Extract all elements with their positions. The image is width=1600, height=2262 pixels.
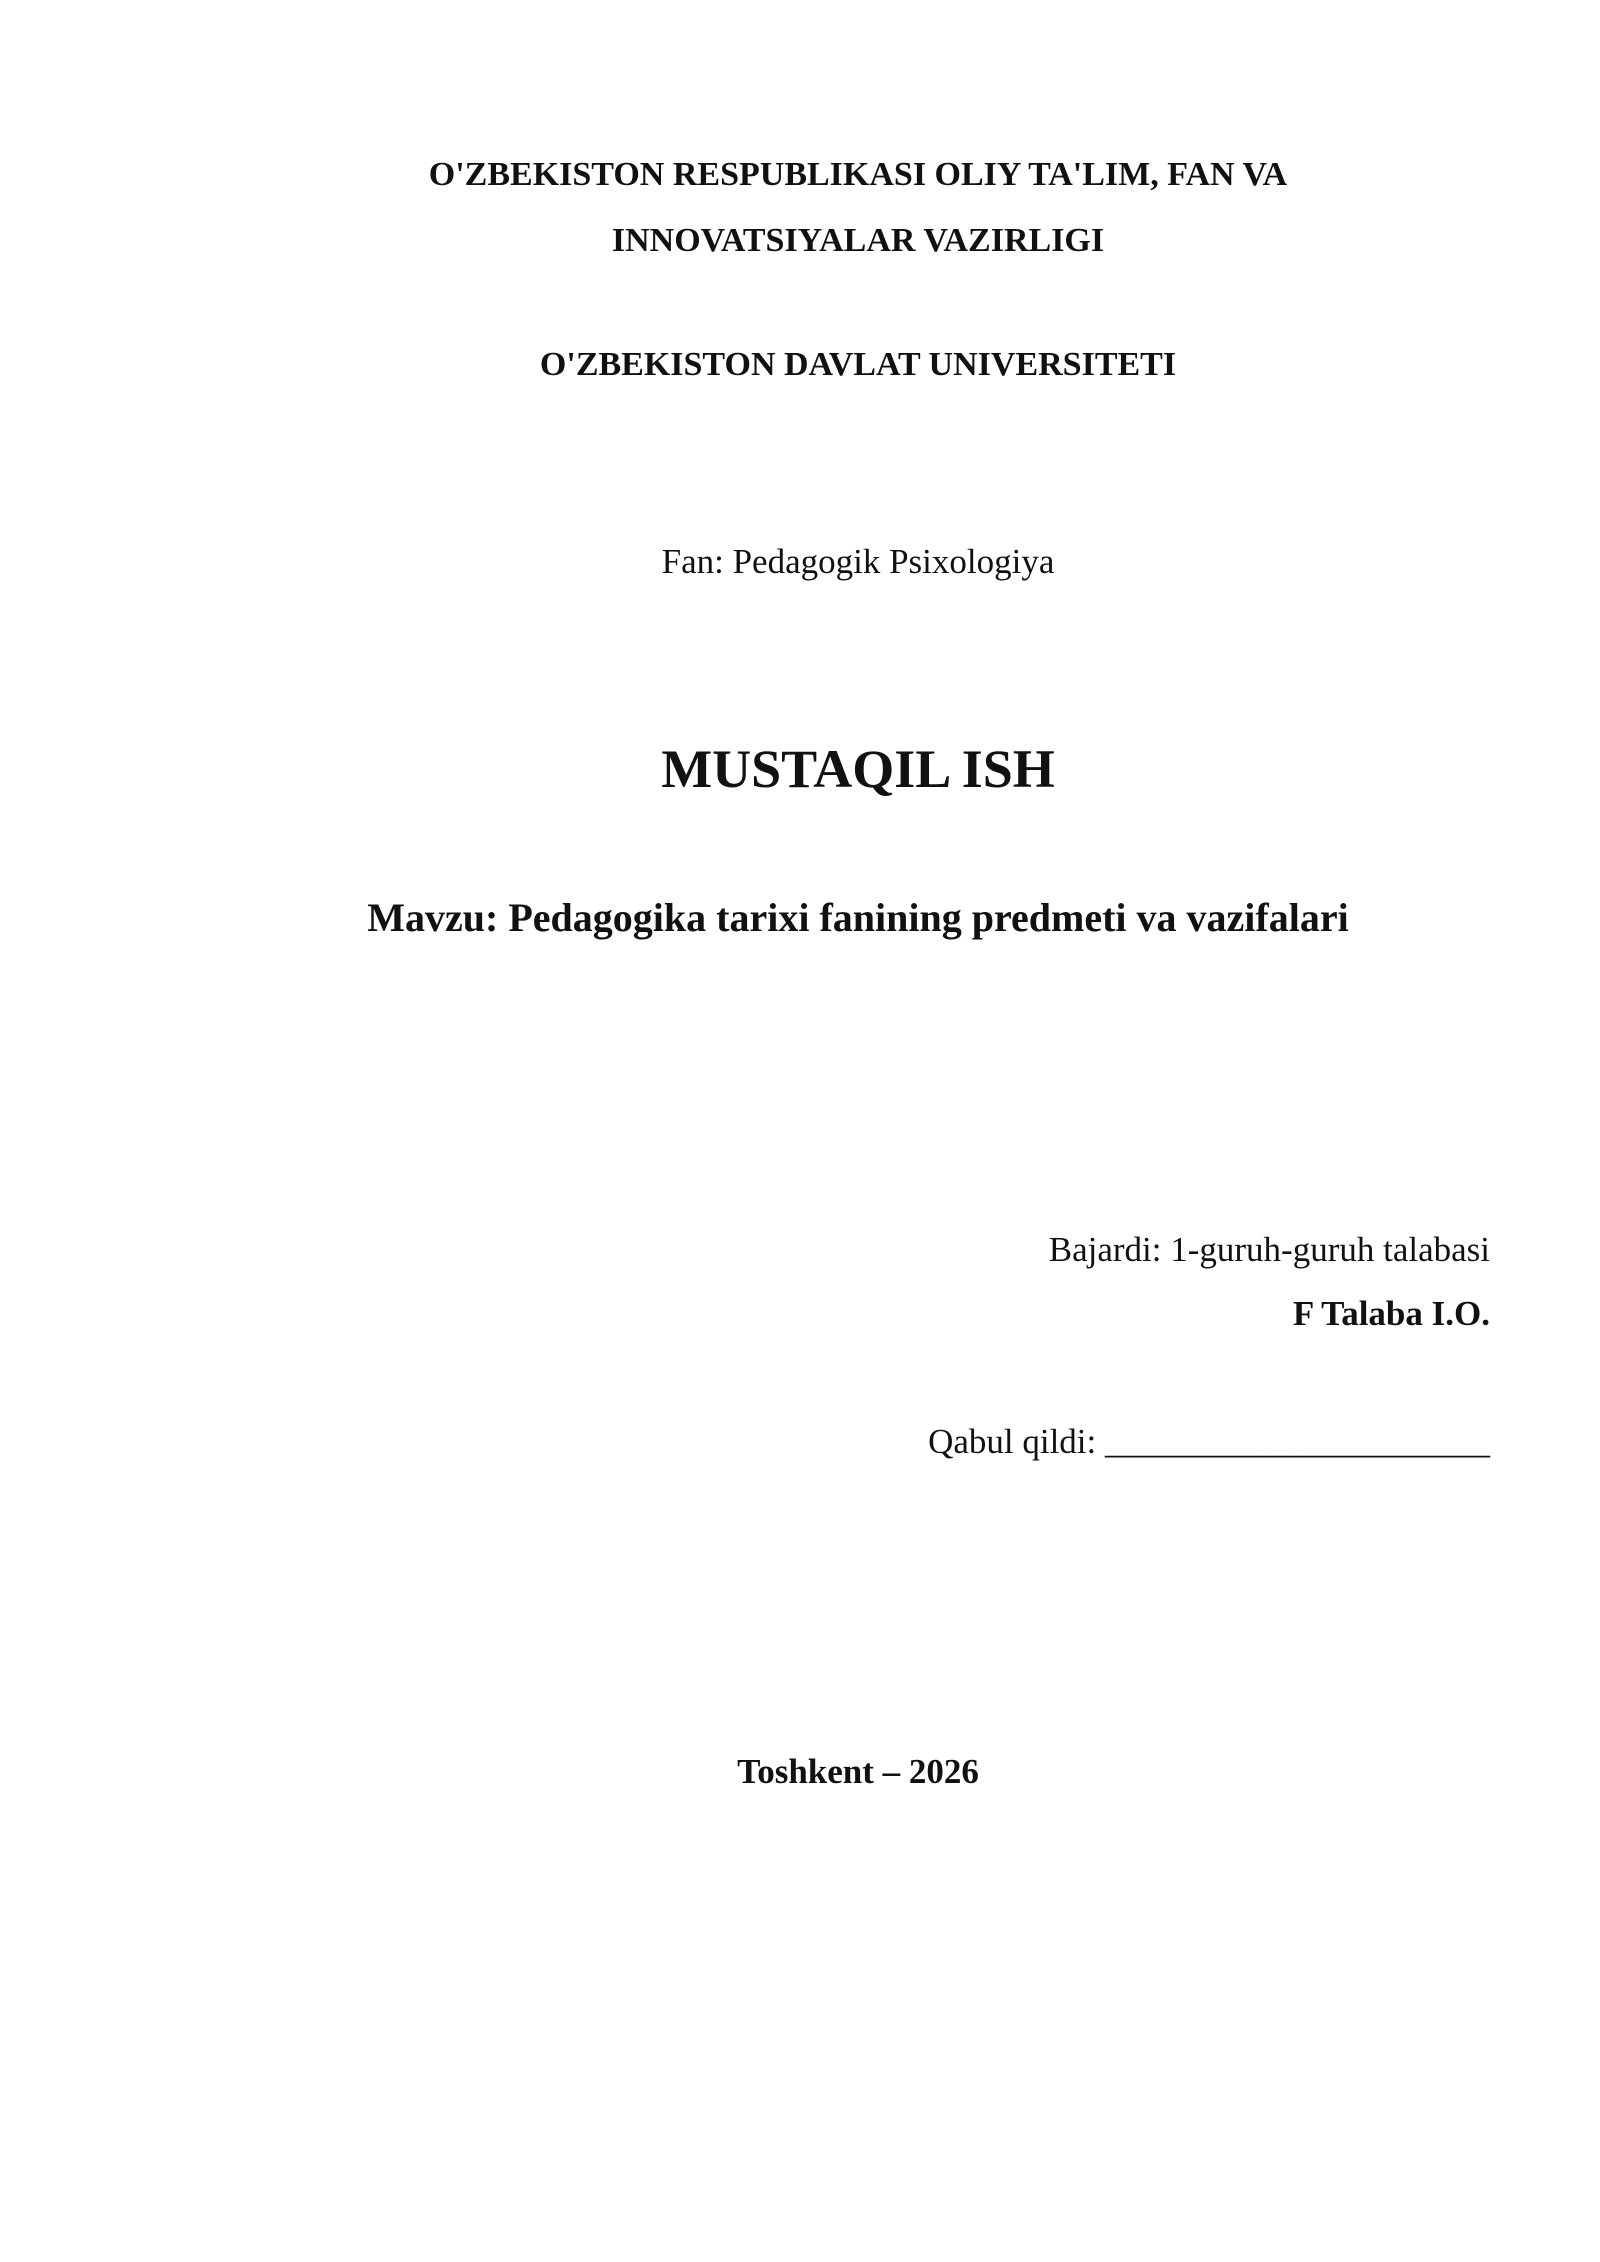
ministry-line-1: O'ZBEKISTON RESPUBLIKASI OLIY TA'LIM, FAN VA	[428, 156, 1288, 193]
subject-line: Fan: Pedagogik Psixologiya	[661, 542, 1055, 581]
acceptor-line: Qabul qildi: ______________________	[928, 1422, 1490, 1461]
performer-label: Bajardi: 1-guruh-guruh talabasi	[1048, 1230, 1490, 1269]
university-name: O'ZBEKISTON DAVLAT UNIVERSITETI	[539, 346, 1177, 383]
city-year: Toshkent – 2026	[737, 1752, 979, 1791]
topic-line: Mavzu: Pedagogika tarixi fanining predmeti va vazifalari	[367, 895, 1349, 940]
work-title: MUSTAQIL ISH	[661, 739, 1055, 799]
ministry-line-2: INNOVATSIYALAR VAZIRLIGI	[611, 222, 1105, 259]
ministry-name	[0, 142, 1600, 274]
student-name: F Talaba I.O.	[1292, 1294, 1490, 1333]
